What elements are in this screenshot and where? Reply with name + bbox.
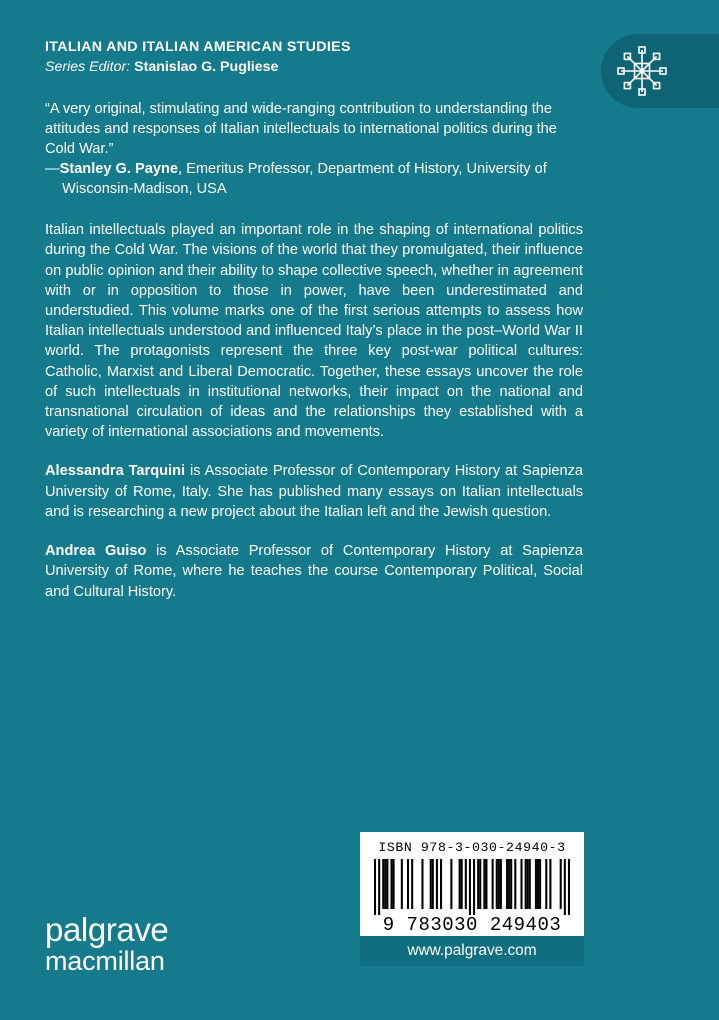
back-cover-content — [45, 38, 583, 616]
series-editor-line — [45, 58, 583, 76]
ean-digits: 9 783030 249403 — [382, 914, 562, 936]
attribution-affiliation: , Emeritus Professor, Department of History, University of Wisconsin-Madison, USA — [62, 161, 547, 198]
ean13-barcode-icon — [374, 859, 570, 915]
publisher-logo-line-1: palgrave — [45, 911, 169, 948]
series-emblem-badge — [601, 34, 719, 108]
series-editor-label: Series Editor: — [45, 59, 131, 76]
author-bio-2 — [45, 541, 583, 602]
author-bio-1 — [45, 461, 583, 522]
author-name-1: Alessandra Tarquini — [45, 463, 186, 480]
isbn-text: ISBN 978-3-030-24940-3 — [378, 840, 566, 855]
attribution-name: Stanley G. Payne — [59, 161, 179, 177]
author-name-2: Andrea Guiso — [45, 543, 147, 560]
barcode-panel — [360, 832, 584, 936]
barcode-block — [360, 832, 584, 966]
series-title: ITALIAN AND ITALIAN AMERICAN STUDIES — [45, 39, 351, 55]
publisher-logo — [45, 913, 245, 978]
palgrave-url-text: www.palgrave.com — [407, 942, 537, 959]
author-bio-text-1: is Associate Professor of Contemporary History at Sapienza University of Rome, Italy. She has published many essays on Italian intellectuals and is researching a new project about the Italian left and the Jewish question. — [45, 463, 583, 520]
endorsement-block — [45, 99, 583, 200]
publisher-logo-line-2: macmillan — [45, 946, 165, 976]
network-nodes-icon — [614, 43, 670, 99]
book-description: Italian intellectuals played an important role in the shaping of international politics during the Cold War. The visions of the world that they promulgated, their influence on public opinion and their ability to shape collective speech, whether in agreement with or in opposition to those in power, have been underestimated and understudied. This volume marks one of the first serious attempts to assess how Italian intellectuals understood and influenced Italy’s place in the post–World War II world. The protagonists represent the three key post-war political cultures: Catholic, Marxist and Liberal Democratic. Together, these essays uncover the role of such intellectuals in institutional networks, their impact on the national and transnational circulation of ideas and the relationships they established with a variety of international associations and movements. — [45, 222, 583, 441]
attribution-dash: — — [45, 161, 60, 177]
series-editor-name: Stanislao G. Pugliese — [134, 59, 279, 76]
author-bio-text-2: is Associate Professor of Contemporary History at Sapienza University of Rome, where he teaches the course Contemporary Political, Social and Cultural History. — [45, 543, 584, 600]
palgrave-url-bar[interactable] — [360, 936, 584, 966]
endorsement-quote: “A very original, stimulating and wide-ranging contribution to understanding the attitudes and responses of Italian intellectuals to international politics during the Cold War.” — [45, 100, 557, 157]
endorsement-attribution — [45, 159, 583, 199]
